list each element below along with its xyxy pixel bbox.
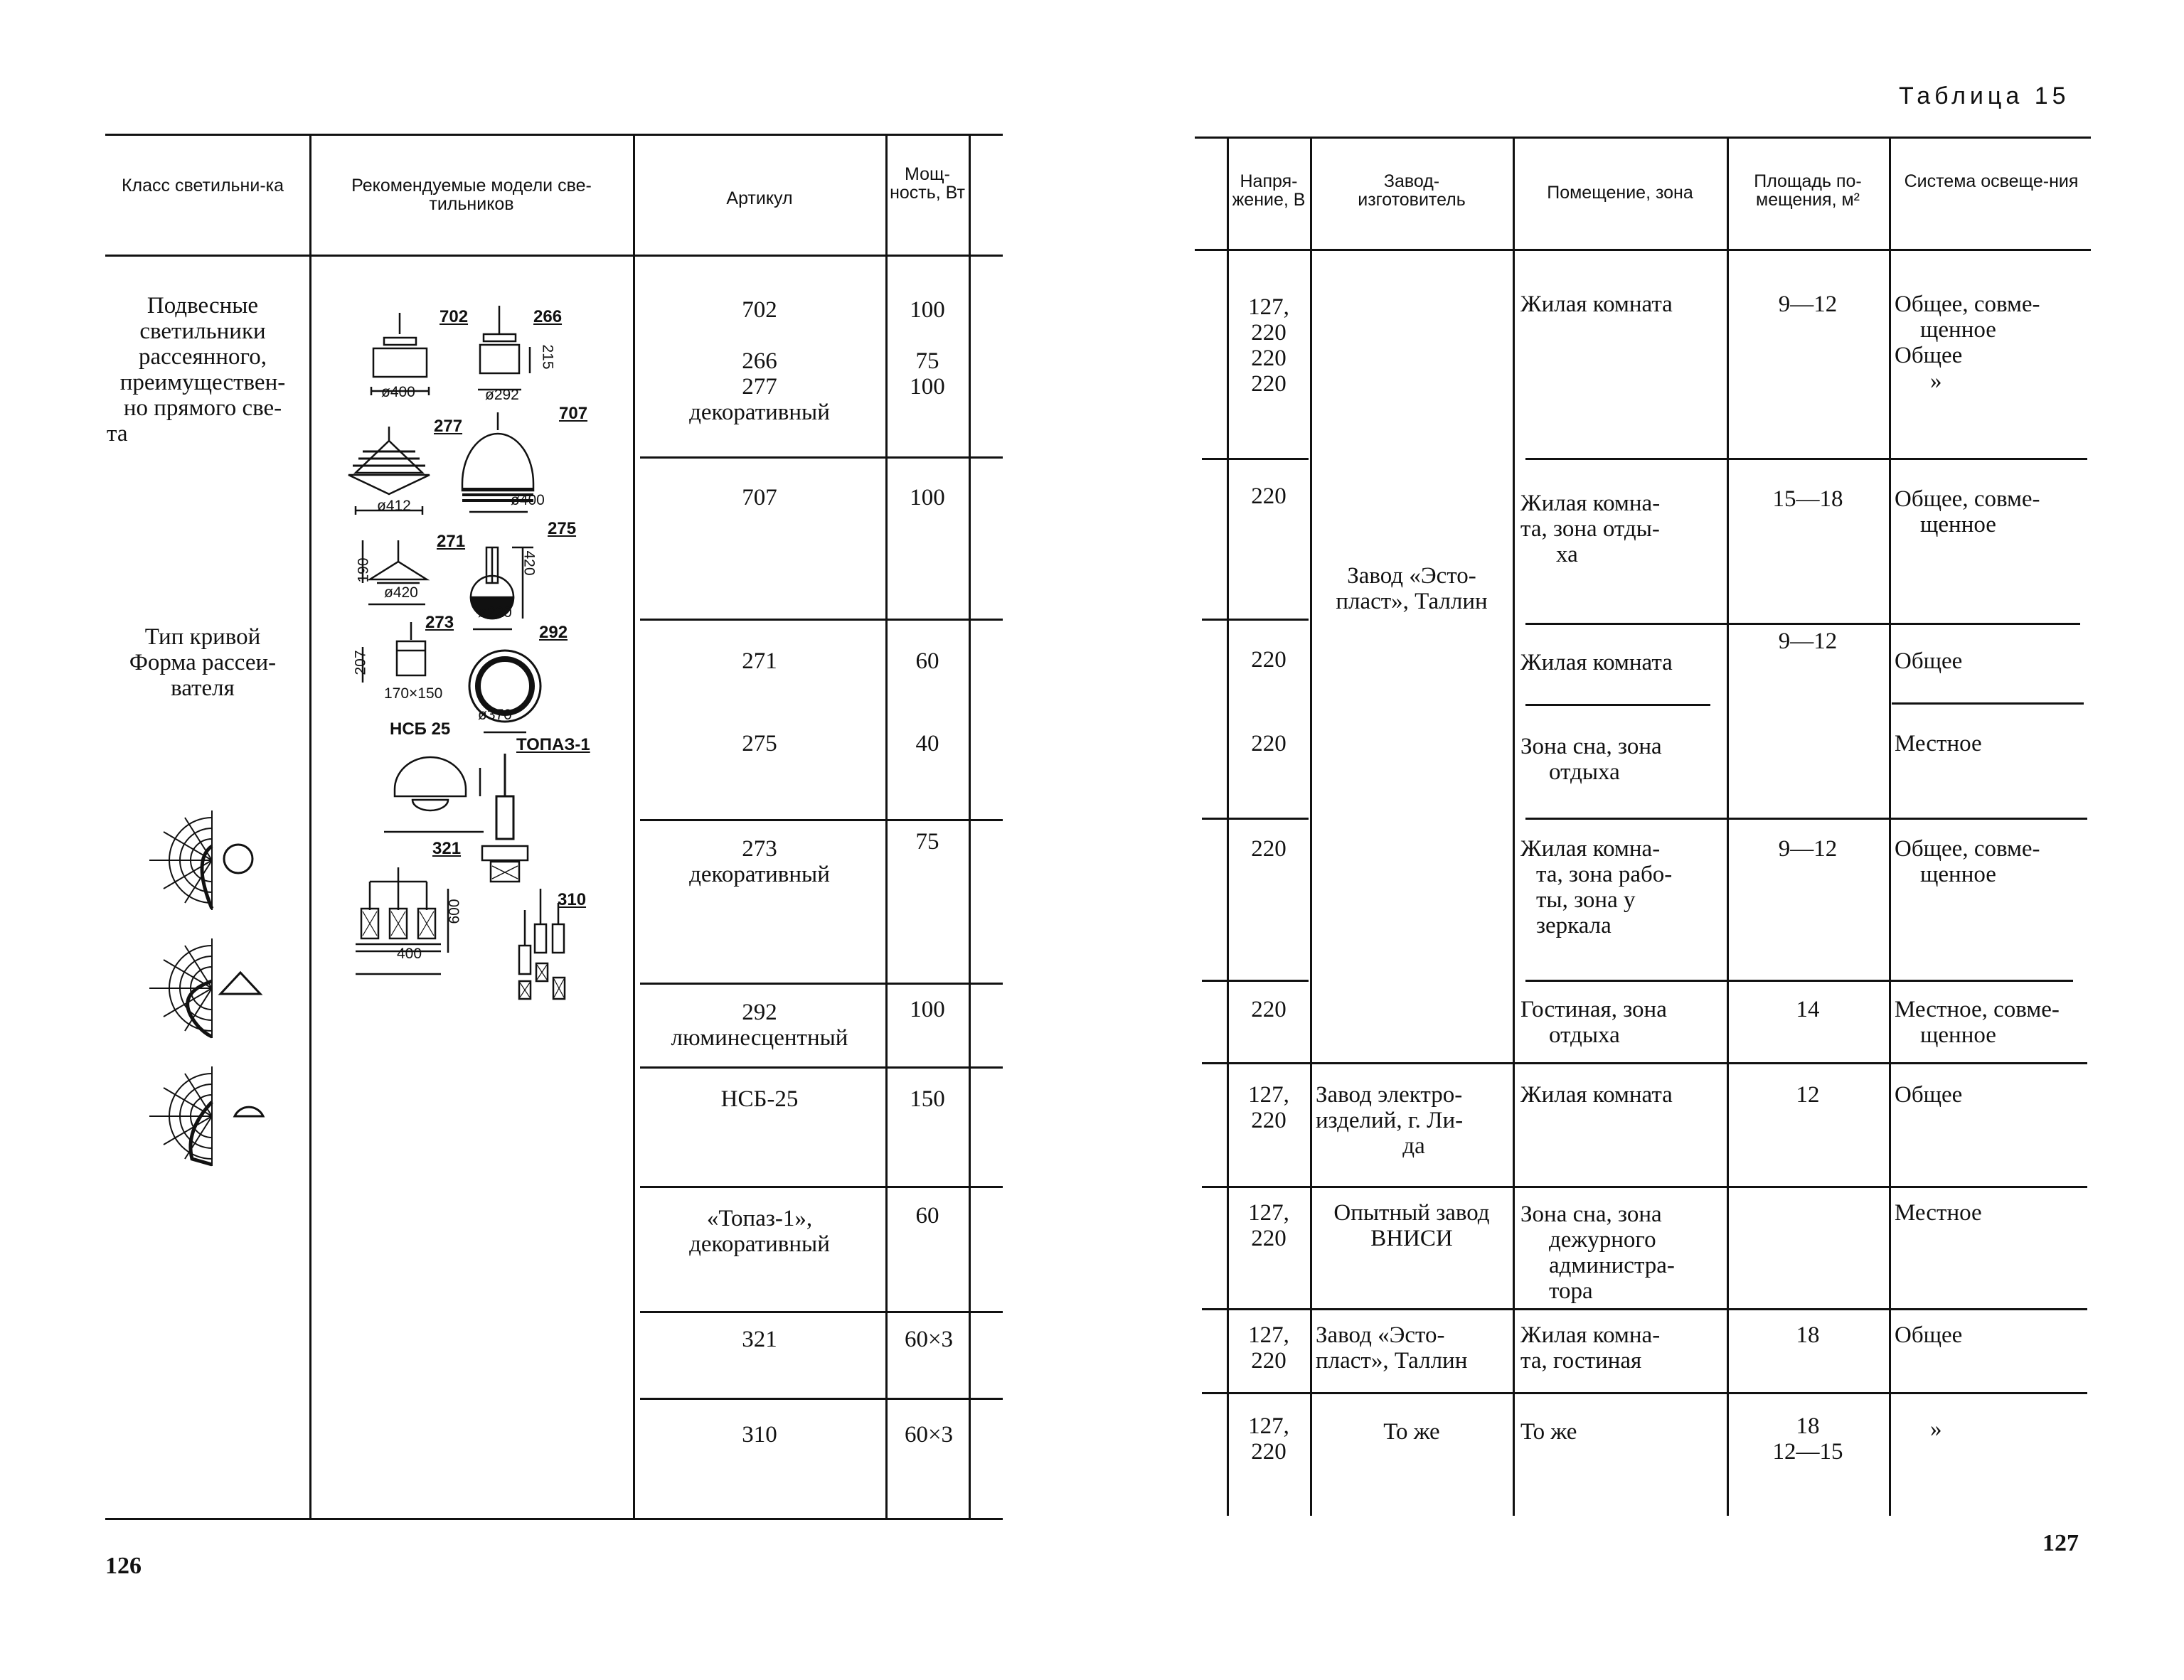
text-line: 277 <box>742 374 777 400</box>
text-line: щенное <box>1920 317 1996 343</box>
area-cell <box>1730 1413 1886 1465</box>
luminaire-702-drawing <box>371 313 429 395</box>
label-702: 702 <box>440 307 469 326</box>
system-cell <box>1895 486 2091 537</box>
text-line: Тип кривой <box>144 624 261 650</box>
polar-curve-diagram <box>149 938 260 1038</box>
label-707: 707 <box>559 404 588 423</box>
text-line: 266 <box>742 348 777 374</box>
polar-curve-diagram <box>149 1066 263 1166</box>
left-row-rule <box>640 619 1003 621</box>
right-row-rule <box>1202 458 1309 460</box>
article-cell: 321 <box>742 1327 777 1352</box>
header-room: Помещение, зона <box>1547 183 1693 203</box>
text-line: Жилая комна- <box>1520 491 1661 516</box>
text-line: ты, зона у <box>1536 887 1636 913</box>
text-line: Зона сна, зона <box>1520 734 1662 759</box>
room-cell <box>1520 997 1724 1048</box>
text-line: «Топаз-1», <box>706 1206 813 1231</box>
system-cell: Местное <box>1895 731 1982 756</box>
text-line: Гостиная, зона <box>1520 997 1667 1022</box>
voltage-cell <box>1229 294 1309 397</box>
text-line: Местное, совме- <box>1895 997 2060 1022</box>
text-line: пласт», Таллин <box>1316 1348 1468 1374</box>
text-line: люминесцентный <box>671 1025 848 1051</box>
voltage-cell <box>1229 1322 1309 1374</box>
room-cell: То же <box>1520 1419 1577 1445</box>
room-cell <box>1520 1322 1724 1374</box>
left-row-rule <box>640 1066 1003 1069</box>
dim-d370: ø370 <box>478 707 512 723</box>
room-cell: Жилая комната <box>1520 1082 1673 1108</box>
text-line: 75 <box>915 348 939 374</box>
right-row-rule <box>1892 702 2084 705</box>
curve-description <box>100 624 306 701</box>
voltage-cell: 220 <box>1251 997 1287 1022</box>
luminaire-266-drawing <box>478 306 530 390</box>
factory-cell: То же <box>1383 1419 1440 1445</box>
text-line: 220 <box>1251 1439 1287 1465</box>
text-line: » <box>1930 368 1942 394</box>
article-cell <box>636 836 883 887</box>
luminaire-nsb25-drawing <box>384 757 484 832</box>
header-voltage: Напря-жение, В <box>1232 171 1306 210</box>
dim-d400: ø400 <box>381 384 415 400</box>
power-cell: 60 <box>915 1203 939 1229</box>
text-line: та <box>107 421 128 446</box>
right-row-rule <box>1525 623 2080 625</box>
text-line: 127, <box>1248 1413 1289 1439</box>
header-factory: Завод-изготовитель <box>1358 171 1466 210</box>
room-cell <box>1520 734 1724 785</box>
power-cell: 100 <box>910 297 945 323</box>
text-line: 220 <box>1251 1108 1287 1133</box>
text-line: 18 <box>1796 1413 1820 1439</box>
system-cell: Общее <box>1895 648 1963 674</box>
page-number-left: 126 <box>105 1553 142 1579</box>
power-cell: 100 <box>910 485 945 510</box>
text-line: тора <box>1549 1278 1593 1304</box>
text-line: администра- <box>1549 1253 1675 1278</box>
left-row-rule <box>640 1311 1003 1313</box>
text-line: ВНИСИ <box>1370 1226 1453 1251</box>
article-cell: НСБ-25 <box>720 1086 799 1112</box>
system-cell: Общее <box>1895 1082 1963 1108</box>
text-line: зеркала <box>1536 913 1612 938</box>
text-line: вателя <box>171 675 235 701</box>
room-cell <box>1520 491 1724 567</box>
text-line: Жилая комна- <box>1520 836 1661 862</box>
area-cell: 18 <box>1796 1322 1820 1348</box>
text-line: Общее <box>1895 343 1963 368</box>
label-273: 273 <box>425 613 454 632</box>
right-row-rule <box>1525 704 1710 706</box>
dim-d420: ø420 <box>384 584 418 601</box>
area-cell: 9—12 <box>1778 291 1838 317</box>
area-cell: 12 <box>1796 1082 1820 1108</box>
text-line: но прямого све- <box>123 395 282 421</box>
power-cell: 40 <box>915 731 939 756</box>
factory-merged-cell <box>1313 563 1511 614</box>
right-row-rule <box>1202 818 1309 820</box>
label-275: 275 <box>548 519 577 538</box>
text-line: Жилая комна- <box>1520 1322 1661 1348</box>
dim-170x150: 170×150 <box>384 685 443 702</box>
text-line: 220 <box>1251 346 1287 371</box>
right-header-top-rule <box>1195 137 2091 139</box>
right-row-rule <box>1202 1186 2087 1188</box>
left-row-rule <box>640 456 1003 459</box>
left-row-rule <box>640 1186 1003 1188</box>
page-number-right: 127 <box>2042 1530 2079 1556</box>
article-cell: 275 <box>742 731 777 756</box>
light-distribution-curves <box>142 803 270 1202</box>
article-cell <box>636 1000 883 1051</box>
right-row-rule <box>1202 619 1309 621</box>
dim-h207: 207 <box>352 650 369 675</box>
article-cell: 707 <box>742 485 777 510</box>
factory-cell <box>1313 1200 1511 1251</box>
text-line: изделий, г. Ли- <box>1316 1108 1464 1133</box>
power-cell: 60×3 <box>904 1327 954 1352</box>
room-cell <box>1520 836 1724 938</box>
dim-h190: 190 <box>355 557 372 583</box>
text-line: Общее, совме- <box>1895 291 2040 317</box>
text-line: отдыха <box>1549 759 1620 785</box>
power-cell <box>889 348 966 400</box>
dim-d412: ø412 <box>377 498 411 514</box>
text-line: пласт», Таллин <box>1336 589 1488 614</box>
text-line: 100 <box>910 374 945 400</box>
left-col-divider <box>309 134 311 1518</box>
table-title: Таблица 15 <box>1899 82 2070 109</box>
text-line: 220 <box>1251 320 1287 346</box>
text-line: Завод «Эсто- <box>1347 563 1476 589</box>
label-topaz1: ТОПАЗ-1 <box>516 735 590 754</box>
header-models: Рекомендуемые модели све-тильников <box>351 176 592 214</box>
system-cell: Местное <box>1895 1200 1982 1226</box>
voltage-cell: 220 <box>1251 731 1287 756</box>
right-row-rule <box>1525 458 2087 460</box>
article-cell: 271 <box>742 648 777 674</box>
text-line: 127, <box>1248 294 1289 320</box>
area-cell: 14 <box>1796 997 1820 1022</box>
right-header-bottom-rule <box>1195 249 2091 251</box>
area-cell: 9—12 <box>1778 836 1838 862</box>
factory-cell <box>1316 1082 1512 1159</box>
system-cell <box>1895 836 2091 887</box>
voltage-cell: 220 <box>1251 483 1287 509</box>
power-cell: 150 <box>910 1086 945 1112</box>
article-cell: 310 <box>742 1422 777 1448</box>
text-line: 220 <box>1251 371 1287 397</box>
room-cell: Жилая комната <box>1520 291 1673 317</box>
right-row-rule <box>1202 1392 2087 1394</box>
label-277: 277 <box>434 417 463 436</box>
dim-d400b: ø400 <box>511 492 545 508</box>
text-line: 127, <box>1248 1322 1289 1348</box>
luminaire-topaz1-drawing <box>482 754 528 882</box>
power-cell: 60 <box>915 648 939 674</box>
text-line: Подвесные <box>147 293 259 319</box>
polar-curve-diagram <box>149 810 252 910</box>
dim-h600: 600 <box>446 899 463 924</box>
left-col-divider <box>885 134 888 1518</box>
voltage-cell <box>1229 1082 1309 1133</box>
text-line: Зона сна, зона <box>1520 1202 1662 1227</box>
system-cell: » <box>1930 1416 1942 1442</box>
label-271: 271 <box>437 532 466 551</box>
dim-d292: ø292 <box>485 387 519 403</box>
text-line: светильники <box>139 319 266 344</box>
left-col-divider <box>969 134 971 1518</box>
article-cell: 702 <box>742 297 777 323</box>
dim-h420: 420 <box>521 550 538 576</box>
header-class: Класс светильни-ка <box>121 176 284 196</box>
text-line: да <box>1402 1133 1425 1159</box>
text-line: Общее, совме- <box>1895 836 2040 862</box>
text-line: декоративный <box>689 862 830 887</box>
label-292: 292 <box>539 623 568 642</box>
power-cell: 60×3 <box>904 1422 954 1448</box>
room-cell: Жилая комната <box>1520 650 1673 675</box>
class-description <box>100 293 306 446</box>
header-power: Мощ-ность, Вт <box>890 164 965 203</box>
text-line: декоративный <box>689 400 830 425</box>
left-row-rule <box>640 819 1003 821</box>
area-cell: 15—18 <box>1772 486 1843 512</box>
system-cell <box>1895 291 2091 394</box>
voltage-cell: 220 <box>1251 647 1287 673</box>
voltage-cell: 220 <box>1251 836 1287 862</box>
left-table-bottom-rule <box>105 1518 1003 1520</box>
room-cell <box>1520 1202 1724 1304</box>
text-line: та, зона отды- <box>1520 516 1660 542</box>
luminaire-273-drawing <box>363 622 425 683</box>
area-cell: 9—12 <box>1778 628 1838 654</box>
right-row-rule <box>1202 1308 2087 1310</box>
text-line: та, гостиная <box>1520 1348 1642 1374</box>
system-cell <box>1895 997 2091 1048</box>
text-line: преимуществен- <box>119 370 286 395</box>
text-line: отдыха <box>1549 1022 1620 1048</box>
voltage-cell <box>1229 1413 1309 1465</box>
label-266: 266 <box>533 307 563 326</box>
right-row-rule <box>1202 1062 2087 1064</box>
article-cell <box>636 348 883 425</box>
text-line: Опытный завод <box>1333 1200 1490 1226</box>
label-321: 321 <box>432 839 462 858</box>
text-line: 127, <box>1248 1200 1289 1226</box>
text-line: Форма рассеи- <box>129 650 277 675</box>
right-row-rule <box>1525 980 2073 982</box>
text-line: 220 <box>1251 1226 1287 1251</box>
text-line: 220 <box>1251 1348 1287 1374</box>
text-line: Общее, совме- <box>1895 486 2040 512</box>
text-line: рассеянного, <box>139 344 267 370</box>
dim-d220: ø220 <box>478 604 512 621</box>
text-line: та, зона рабо- <box>1536 862 1673 887</box>
voltage-cell <box>1229 1200 1309 1251</box>
text-line: 273 <box>742 836 777 862</box>
text-line: 292 <box>742 1000 777 1025</box>
right-row-rule <box>1525 818 2087 820</box>
label-310: 310 <box>558 890 587 909</box>
text-line: щенное <box>1920 1022 1996 1048</box>
text-line: дежурного <box>1549 1227 1656 1253</box>
left-header-bottom-rule <box>105 255 1003 257</box>
text-line: щенное <box>1920 512 1996 537</box>
dim-w400: 400 <box>397 946 422 962</box>
text-line: Завод «Эсто- <box>1316 1322 1445 1348</box>
factory-cell <box>1316 1322 1512 1374</box>
left-header-top-rule <box>105 134 1003 136</box>
left-col-divider <box>633 134 635 1518</box>
header-system: Система освеще-ния <box>1904 171 2079 191</box>
text-line: щенное <box>1920 862 1996 887</box>
header-area: Площадь по-мещения, м² <box>1754 171 1862 210</box>
article-cell <box>636 1206 883 1257</box>
text-line: декоративный <box>689 1231 830 1257</box>
power-cell: 100 <box>910 997 945 1022</box>
right-row-rule <box>1202 980 1309 982</box>
header-article: Артикул <box>726 188 793 208</box>
dim-h215: 215 <box>539 344 556 370</box>
label-nsb25: НСБ 25 <box>390 719 451 739</box>
power-cell: 75 <box>915 829 939 855</box>
text-line: Завод электро- <box>1316 1082 1463 1108</box>
left-row-rule <box>640 1398 1003 1400</box>
left-row-rule <box>640 983 1003 985</box>
text-line: ха <box>1556 542 1578 567</box>
text-line: 12—15 <box>1772 1439 1843 1465</box>
text-line: 127, <box>1248 1082 1289 1108</box>
system-cell: Общее <box>1895 1322 1963 1348</box>
